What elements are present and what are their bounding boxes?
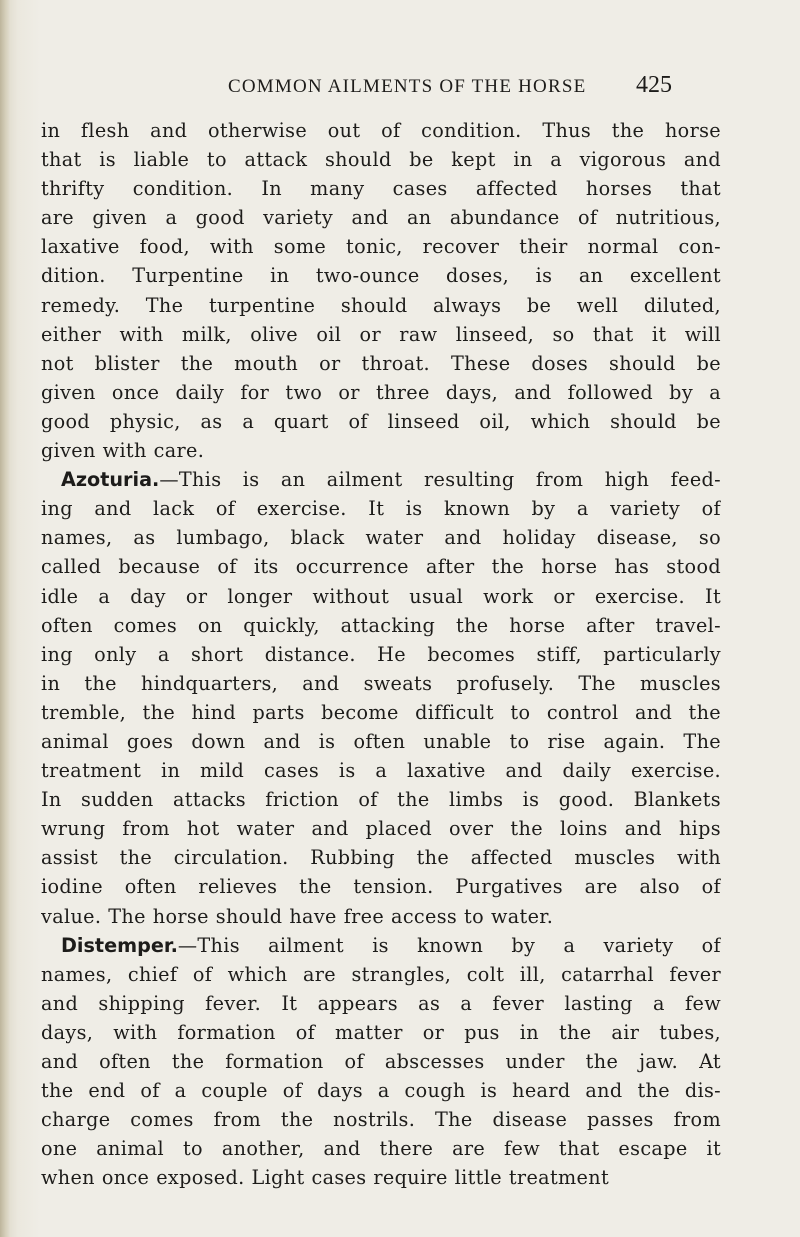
- text-line: not blister the mouth or throat. These doses should be: [41, 351, 721, 375]
- text-line: animal goes down and is often unable to rise again. The: [41, 729, 721, 753]
- text-line: in the hindquarters, and sweats profusely. The muscles: [41, 671, 721, 695]
- text-line: names, chief of which are strangles, colt ill, catarrhal fever: [41, 962, 721, 986]
- text-line: either with milk, olive oil or raw linseed, so that it will: [41, 322, 721, 346]
- text-line: wrung from hot water and placed over the loins and hips: [41, 817, 721, 841]
- text-line: ing and lack of exercise. It is known by a variety of: [41, 497, 721, 521]
- text-line: and shipping fever. It appears as a fever lasting a few: [41, 991, 721, 1015]
- text-line: called because of its occurrence after the horse has stood: [41, 555, 721, 579]
- paragraph: [41, 116, 721, 465]
- text-line: given with care.: [41, 439, 205, 463]
- text-line: given once daily for two or three days, and followed by a: [41, 380, 721, 404]
- page-number: 425: [636, 72, 672, 98]
- text-line: that is liable to attack should be kept in a vigorous and: [41, 148, 721, 172]
- run-in-heading: Azoturia.: [61, 468, 160, 492]
- text-line: assist the circulation. Rubbing the affected muscles with: [41, 846, 721, 870]
- text-line: the end of a couple of days a cough is heard and the dis-: [41, 1079, 721, 1103]
- text-line: are given a good variety and an abundance of nutritious,: [41, 206, 721, 230]
- text-line: treatment in mild cases is a laxative and daily exercise.: [41, 759, 721, 783]
- text-line: thrifty condition. In many cases affected horses that: [41, 177, 721, 201]
- page-header: [0, 72, 800, 104]
- text-line: dition. Turpentine in two-ounce doses, is an excellent: [41, 264, 721, 288]
- text-line: tremble, the hind parts become difficult to control and the: [41, 700, 721, 724]
- text-line: and often the formation of abscesses under the jaw. At: [41, 1050, 721, 1073]
- text-line: often comes on quickly, attacking the horse after travel-: [41, 613, 721, 637]
- text-line: value. The horse should have free access to water.: [41, 904, 554, 928]
- text-line: charge comes from the nostrils. The disease passes from: [41, 1108, 721, 1132]
- text-line: in flesh and otherwise out of condition. Thus the horse: [41, 119, 721, 142]
- heading-continuation: —This ailment is known by a variety of: [177, 933, 721, 957]
- paragraph: [41, 465, 721, 931]
- heading-continuation: —This is an ailment resulting from high feed-: [159, 468, 721, 492]
- text-line: iodine often relieves the tension. Purgatives are also of: [41, 875, 721, 899]
- text-line: good physic, as a quart of linseed oil, which should be: [41, 409, 721, 433]
- text-line: days, with formation of matter or pus in the air tubes,: [41, 1020, 721, 1044]
- text-line: laxative food, with some tonic, recover their normal con-: [41, 235, 721, 259]
- paragraph: [41, 931, 721, 1193]
- run-in-heading: Distemper.: [61, 933, 178, 957]
- text-line: one animal to another, and there are few that escape it: [41, 1137, 721, 1161]
- binding-shadow: [0, 0, 10, 1237]
- text-line: idle a day or longer without usual work or exercise. It: [41, 584, 721, 608]
- text-line: remedy. The turpentine should always be well diluted,: [41, 293, 721, 317]
- paragraph-first-line: [41, 465, 721, 494]
- running-title: COMMON AILMENTS OF THE HORSE: [228, 76, 587, 97]
- paragraph-first-line: [41, 931, 721, 960]
- text-line: when once exposed. Light cases require little treatment: [41, 1166, 610, 1190]
- text-line: In sudden attacks friction of the limbs is good. Blankets: [41, 788, 721, 812]
- text-line: ing only a short distance. He becomes stiff, particularly: [41, 642, 721, 666]
- body-text: [41, 116, 721, 1216]
- text-line: names, as lumbago, black water and holiday disease, so: [41, 526, 721, 550]
